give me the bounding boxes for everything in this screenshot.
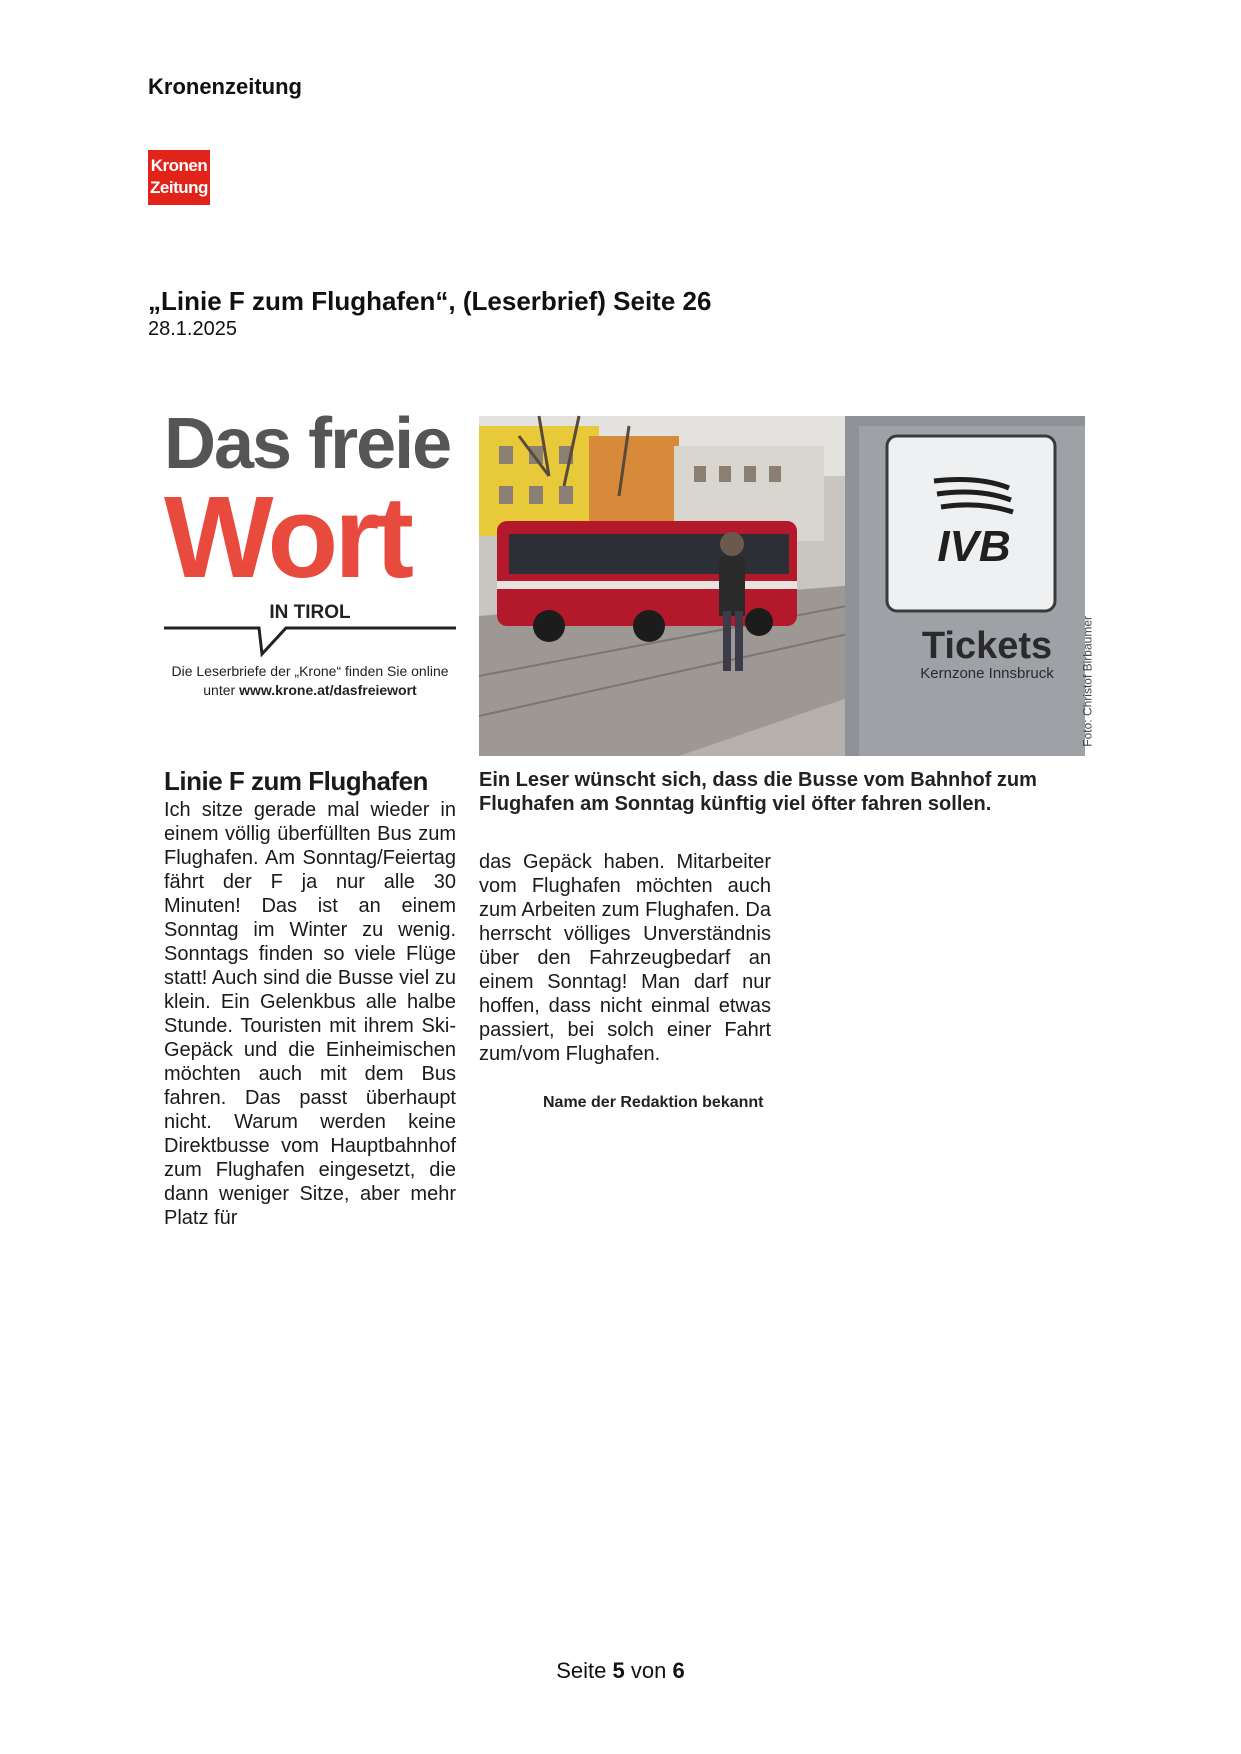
footer-total: 6	[672, 1658, 685, 1683]
rubric-note-url: www.krone.at/dasfreiewort	[239, 682, 417, 698]
article-column-2: das Gepäck haben. Mitarbeiter vom Flughafen möchten auch zum Arbeiten zum Flughafen. Da herrscht völliges Unverständnis über den Fahrzeugbedarf an einem Sonntag! Man darf nur hoffen, dass nicht einmal etwas passiert, bei solch einer Fahrt zum/vom Flughafen.	[479, 851, 771, 1065]
photo-credit: Foto: Christof Birbaumer	[1081, 616, 1095, 747]
photo-tickets-sub: Kernzone Innsbruck	[920, 665, 1054, 682]
rubric-note-text: Die Leserbriefe der „Krone“ finden Sie online unter	[171, 663, 449, 698]
bus-stop-photo	[479, 416, 1095, 756]
photo-tickets-label: Tickets	[921, 625, 1053, 667]
photo-illustration	[479, 416, 1085, 756]
footer-page: 5	[612, 1658, 625, 1683]
footer-prefix: Seite	[556, 1658, 607, 1683]
rubric-block	[164, 404, 456, 700]
speech-bubble-divider	[164, 624, 456, 656]
page-footer	[0, 1658, 1241, 1684]
source-name: Kronenzeitung	[148, 74, 302, 99]
rubric-note	[164, 662, 456, 700]
logo-line-2: Zeitung	[150, 178, 208, 197]
article-headline: Linie F zum Flughafen	[164, 766, 428, 796]
rubric-region: IN TIROL	[269, 602, 351, 623]
rubric-line-1: Das freie	[164, 404, 451, 484]
document-date: 28.1.2025	[148, 318, 237, 340]
article-column-1: Ich sitze gerade mal wieder in einem völlig überfüllten Bus zum Flughafen. Am Sonntag/Feiertag fährt der F ja nur alle 30 Minuten! Das ist an einem Sonntag im Winter zu wenig. Sonntags finden so viele Flüge statt! Auch sind die Busse viel zu klein. Ein Gelenkbus alle halbe Stunde. Touristen mit ihrem Ski-Gepäck und die Einheimischen möchten auch mit dem Bus fahren. Das passt überhaupt nicht. Warum werden keine Direktbusse vom Hauptbahnhof zum Flughafen eingesetzt, die dann weniger Sitze, aber mehr Platz für	[164, 799, 456, 1229]
document-title: „Linie F zum Flughafen“, (Leserbrief) Seite 26	[148, 286, 712, 316]
logo-line-1: Kronen	[150, 156, 208, 175]
rubric-line-2: Wort	[164, 472, 411, 602]
footer-middle: von	[630, 1658, 667, 1683]
kronen-zeitung-logo	[148, 150, 210, 205]
photo-caption: Ein Leser wünscht sich, dass die Busse vom Bahnhof zum Flughafen am Sonntag künftig viel öfter fahren sollen.	[479, 769, 1037, 815]
article-signature: Name der Redaktion bekannt	[543, 1094, 764, 1111]
photo-brand: IVB	[937, 522, 1011, 571]
